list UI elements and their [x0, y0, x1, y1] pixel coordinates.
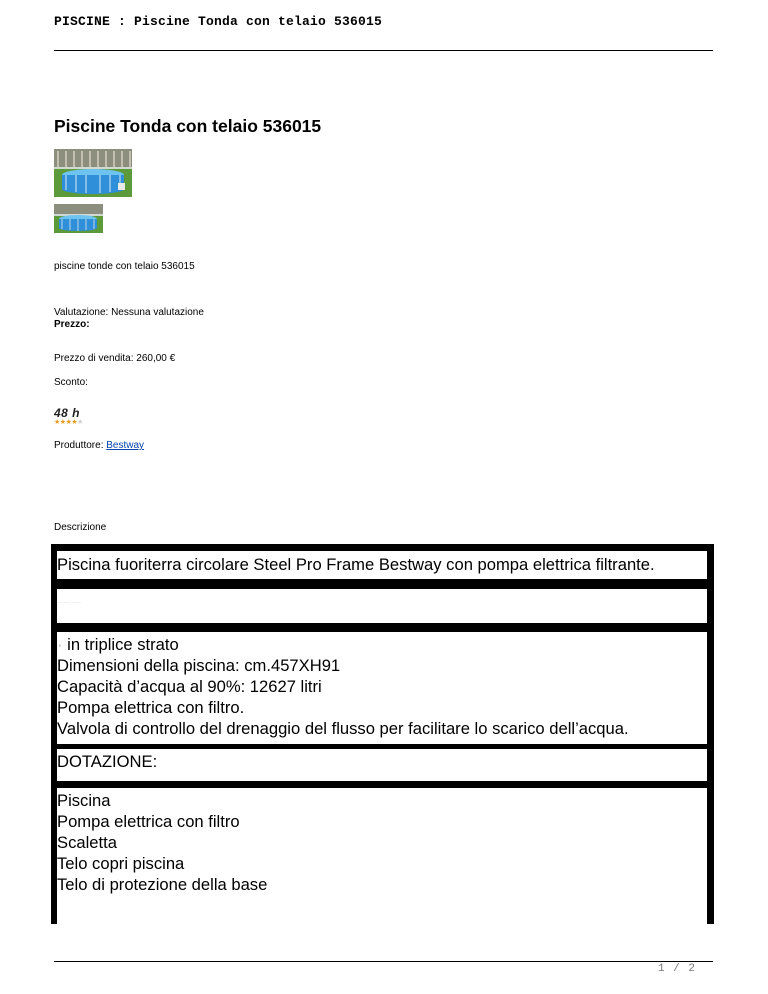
- rating-text: Valutazione: Nessuna valutazione: [54, 307, 204, 318]
- equipment-heading: DOTAZIONE:: [57, 752, 158, 771]
- features-cell: [57, 632, 707, 744]
- discount-label: Sconto:: [54, 377, 88, 388]
- description-tiny-text: ........ ......: [57, 599, 82, 604]
- equipment-item: Pompa elettrica con filtro: [57, 812, 240, 831]
- star-icon: ★: [65, 419, 72, 426]
- producer-link[interactable]: Bestway: [106, 440, 145, 451]
- equipment-item: Scaletta: [57, 833, 117, 852]
- equipment-item: Telo copri piscina: [57, 854, 185, 873]
- product-image-secondary[interactable]: [54, 204, 103, 233]
- price-label: Prezzo:: [54, 319, 90, 330]
- badge-stars: [54, 419, 94, 427]
- short-description: piscine tonde con telaio 536015: [54, 261, 195, 272]
- equipment-item: Telo di protezione della base: [57, 875, 268, 894]
- star-icon: ★: [71, 419, 78, 426]
- feature-item: Valvola di controllo del drenaggio del flusso per facilitare lo scarico dell’acqua.: [57, 719, 629, 738]
- equipment-item: Piscina: [57, 791, 111, 810]
- badge-text: 48 h: [54, 406, 81, 420]
- header-rule: [54, 50, 713, 51]
- footer-rule: [54, 961, 713, 962]
- description-tiny-cell: [57, 589, 707, 623]
- producer-line: [54, 440, 144, 452]
- star-icon: ★: [59, 419, 66, 426]
- running-header: PISCINE : Piscine Tonda con telaio 536015: [54, 14, 383, 29]
- producer-label: Produttore:: [54, 440, 107, 451]
- description-label: Descrizione: [54, 522, 107, 533]
- equipment-cell: [57, 788, 707, 924]
- delivery-48h-badge: [54, 407, 94, 429]
- feature-item: Dimensioni della piscina: cm.457XH91: [57, 656, 341, 675]
- description-table: [51, 544, 714, 924]
- page-title: Piscine Tonda con telaio 536015: [54, 116, 322, 136]
- sale-price: Prezzo di vendita: 260,00 €: [54, 353, 176, 364]
- description-intro-cell: [57, 551, 707, 579]
- pool-image: [54, 149, 132, 197]
- star-icon: ★: [77, 419, 83, 426]
- pool-image: [54, 204, 103, 233]
- product-image-main[interactable]: [54, 149, 132, 197]
- description-intro: Piscina fuoriterra circolare Steel Pro Frame Bestway con pompa elettrica filtrante.: [57, 555, 655, 574]
- feature-item: Pompa elettrica con filtro.: [57, 698, 245, 717]
- star-icon: ★: [54, 419, 60, 426]
- page-indicator: 1 / 2: [657, 963, 696, 975]
- feature-item: Capacità d’acqua al 90%: 12627 litri: [57, 677, 322, 696]
- equipment-heading-cell: [57, 749, 707, 781]
- feature-item: · in triplice strato: [57, 635, 179, 654]
- feature-lead-symbol: ·: [57, 635, 63, 654]
